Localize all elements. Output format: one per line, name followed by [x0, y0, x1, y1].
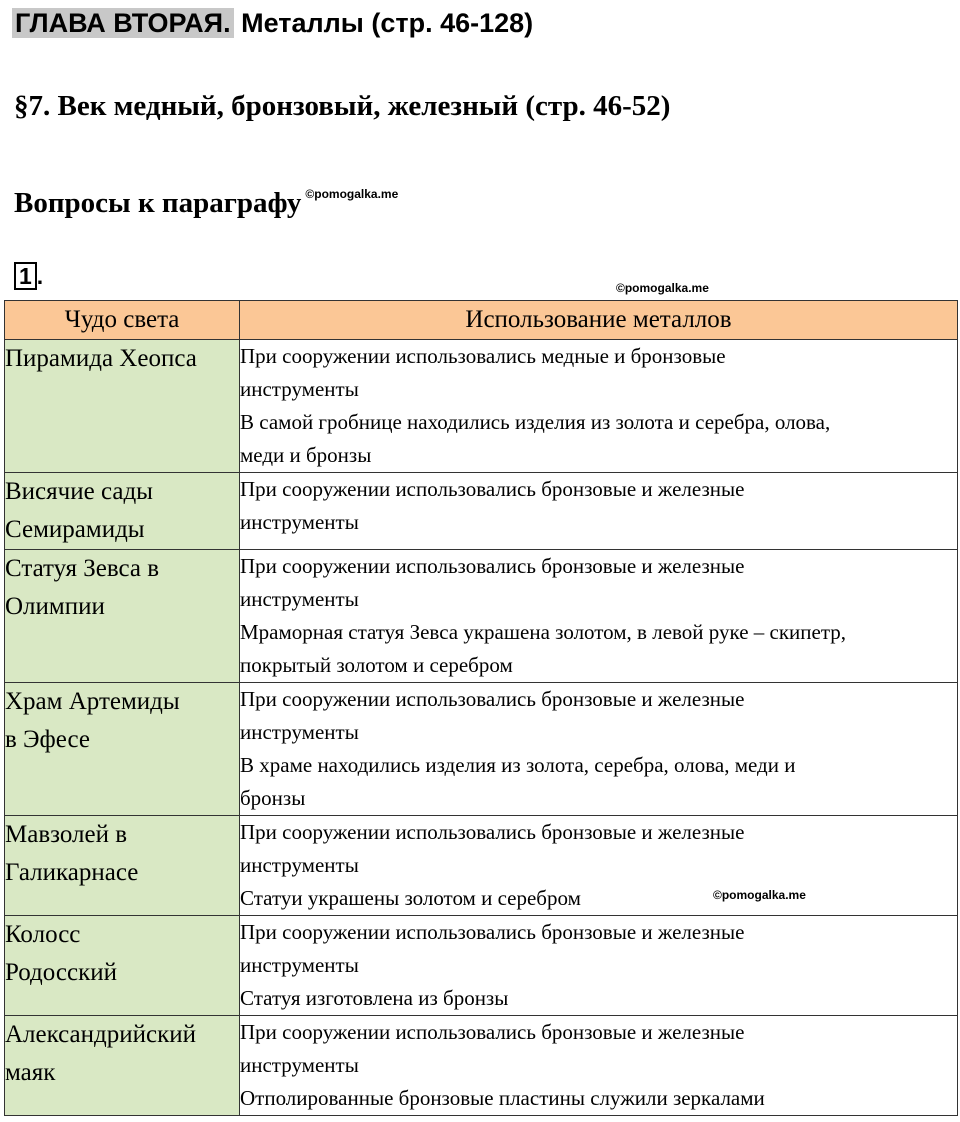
table-row: [5, 683, 958, 816]
table-row: [5, 550, 958, 683]
usage-text-line: Мраморная статуя Зевса украшена золотом, в левой руке – скипетр,: [240, 620, 847, 644]
usage-cell: [240, 473, 958, 550]
usage-text-line: бронзы: [240, 786, 306, 810]
wonders-table: [4, 300, 958, 1116]
wonder-name-line: Висячие сады: [5, 478, 153, 505]
usage-text-line: При сооружении использовались бронзовые и железные: [240, 820, 745, 844]
wonder-cell: [5, 1016, 240, 1116]
wonder-cell: [5, 816, 240, 916]
usage-text-line: Статуя изготовлена из бронзы: [240, 986, 509, 1010]
usage-cell: [240, 916, 958, 1016]
table-row: [5, 1016, 958, 1116]
usage-text-line: Отполированные бронзовые пластины служили зеркалами: [240, 1086, 765, 1110]
question-number-suffix: .: [36, 263, 44, 289]
usage-text-line: инструменты: [240, 510, 359, 534]
usage-text-line: При сооружении использовались бронзовые и железные: [240, 1020, 745, 1044]
wonder-cell: [5, 683, 240, 816]
questions-heading: [14, 174, 398, 223]
usage-cell: [240, 550, 958, 683]
usage-text-line: В храме находились изделия из золота, серебра, олова, меди и: [240, 753, 796, 777]
table-row: [5, 916, 958, 1016]
usage-text-line: инструменты: [240, 1053, 359, 1077]
usage-text-line: меди и бронзы: [240, 443, 372, 467]
usage-text-line: инструменты: [240, 953, 359, 977]
table-row: [5, 816, 958, 916]
wonder-name-line: Колосс: [5, 921, 81, 948]
section-title: §7. Век медный, бронзовый, железный (стр. 46-52): [14, 90, 671, 122]
chapter-label: ГЛАВА ВТОРАЯ.: [12, 8, 234, 38]
usage-cell: [240, 340, 958, 473]
wonder-cell: [5, 473, 240, 550]
wonder-name-line: Александрийский: [5, 1021, 197, 1048]
usage-text-line: инструменты: [240, 853, 359, 877]
usage-text-line: При сооружении использовались бронзовые и железные: [240, 554, 745, 578]
questions-title: Вопросы к параграфу: [14, 187, 302, 219]
watermark: ©pomogalka.me: [305, 187, 399, 201]
usage-text-line: При сооружении использовались бронзовые и железные: [240, 477, 745, 501]
wonder-name-line: Галикарнасе: [5, 859, 139, 886]
wonder-name-line: Родосский: [5, 959, 117, 986]
usage-text-line: При сооружении использовались бронзовые и железные: [240, 687, 745, 711]
column-header: Чудо света: [5, 301, 240, 340]
table-row: [5, 473, 958, 550]
usage-cell: [240, 1016, 958, 1116]
wonder-name-line: Храм Артемиды: [5, 688, 180, 715]
usage-cell: [240, 683, 958, 816]
wonder-name-line: в Эфесе: [5, 726, 90, 753]
question-number: [14, 262, 43, 290]
column-header: Использование металлов: [240, 301, 958, 340]
usage-cell: [240, 816, 958, 916]
usage-text-line: инструменты: [240, 720, 359, 744]
wonder-name-line: Семирамиды: [5, 516, 145, 543]
watermark: ©pomogalka.me: [616, 281, 709, 295]
wonder-name-line: Мавзолей в: [5, 821, 128, 848]
usage-text-line: инструменты: [240, 587, 359, 611]
wonder-cell: [5, 340, 240, 473]
wonder-cell: [5, 916, 240, 1016]
chapter-heading: [12, 4, 533, 42]
usage-text-line: При сооружении использовались медные и бронзовые: [240, 344, 726, 368]
usage-text-line: покрытый золотом и серебром: [240, 653, 513, 677]
question-number-box: 1: [14, 262, 37, 290]
usage-text-line: Статуи украшены золотом и серебром: [240, 886, 581, 910]
table-row: [5, 340, 958, 473]
wonder-name-line: маяк: [5, 1059, 56, 1086]
usage-text-line: В самой гробнице находились изделия из золота и серебра, олова,: [240, 410, 831, 434]
table-header-row: [5, 301, 958, 340]
usage-text-line: инструменты: [240, 377, 359, 401]
usage-text-line: При сооружении использовались бронзовые и железные: [240, 920, 745, 944]
wonder-name-line: Статуя Зевса в: [5, 555, 160, 582]
watermark: ©pomogalka.me: [713, 888, 806, 902]
chapter-title: Металлы (стр. 46-128): [241, 8, 534, 38]
wonder-name-line: Пирамида Хеопса: [5, 345, 197, 372]
wonder-cell: [5, 550, 240, 683]
wonder-name-line: Олимпии: [5, 593, 105, 620]
